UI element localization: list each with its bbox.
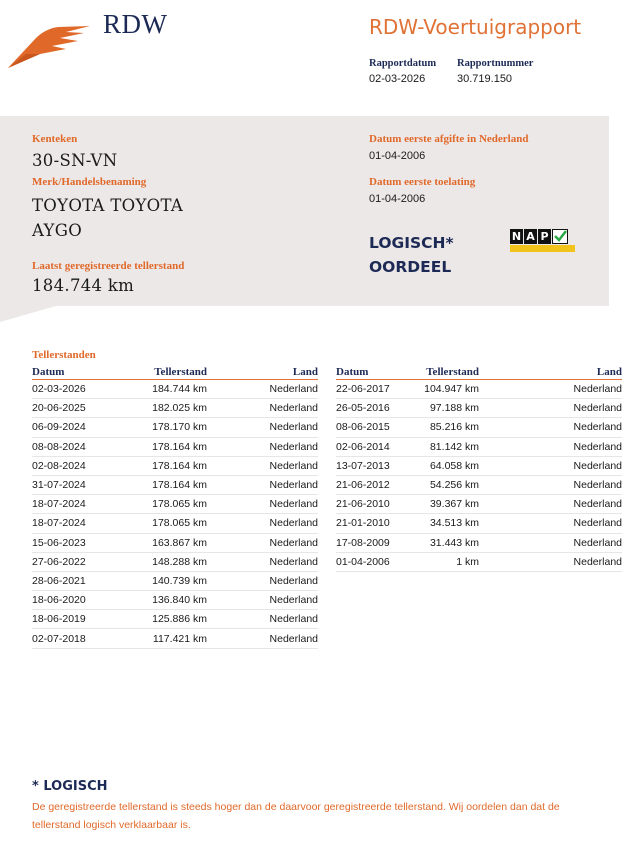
row-km: 140.739 km [112, 571, 207, 590]
rdw-logo-icon [6, 24, 90, 70]
table-row [336, 380, 622, 399]
row-country: Nederland [207, 380, 318, 399]
odometer-value: 184.744 km [32, 276, 135, 295]
table-row [32, 456, 318, 475]
row-date: 21-06-2012 [336, 475, 416, 494]
row-country: Nederland [479, 514, 622, 533]
row-km: 97.188 km [416, 399, 479, 418]
row-country: Nederland [479, 475, 622, 494]
row-date: 21-06-2010 [336, 495, 416, 514]
make-label: Merk/Handelsbenaming [32, 176, 147, 188]
row-km: 39.367 km [416, 495, 479, 514]
table-row [32, 571, 318, 590]
footnote-title: * LOGISCH [32, 779, 108, 794]
row-km: 81.142 km [416, 437, 479, 456]
col-country: Land [207, 365, 318, 380]
plate-label: Kenteken [32, 133, 78, 145]
nap-checkmark-icon [552, 229, 568, 244]
report-date-label: Rapportdatum [369, 58, 437, 69]
verdict [369, 231, 454, 279]
table-row [336, 475, 622, 494]
odometer-table-right [336, 365, 622, 572]
row-km: 148.288 km [112, 552, 207, 571]
row-date: 02-07-2018 [32, 629, 112, 648]
row-date: 06-09-2024 [32, 418, 112, 437]
row-country: Nederland [207, 456, 318, 475]
first-admission-value: 01-04-2006 [369, 193, 426, 205]
table-row [32, 437, 318, 456]
odometer-label: Laatst geregistreerde tellerstand [32, 260, 185, 272]
table-row [336, 552, 622, 571]
row-date: 28-06-2021 [32, 571, 112, 590]
row-km: 136.840 km [112, 591, 207, 610]
row-date: 18-07-2024 [32, 495, 112, 514]
row-country: Nederland [479, 418, 622, 437]
table-row [32, 495, 318, 514]
row-date: 02-03-2026 [32, 380, 112, 399]
row-date: 02-06-2014 [336, 437, 416, 456]
first-nl-label: Datum eerste afgifte in Nederland [369, 133, 529, 145]
nap-yellow-bar [510, 245, 575, 252]
row-km: 104.947 km [416, 380, 479, 399]
table-row [32, 418, 318, 437]
row-country: Nederland [479, 437, 622, 456]
table-row [336, 399, 622, 418]
row-km: 178.170 km [112, 418, 207, 437]
row-date: 31-07-2024 [32, 475, 112, 494]
make-line2: AYGO [32, 221, 83, 240]
table-row [32, 533, 318, 552]
report-number-value: 30.719.150 [457, 73, 513, 85]
row-km: 163.867 km [112, 533, 207, 552]
vehicle-panel-notch [0, 306, 56, 322]
row-date: 18-06-2019 [32, 610, 112, 629]
verdict-line1: LOGISCH* [369, 234, 454, 252]
row-km: 31.443 km [416, 533, 479, 552]
report-title: RDW-Voertuigrapport [369, 15, 582, 39]
odometer-table-left [32, 365, 318, 649]
table-row [32, 514, 318, 533]
col-date: Datum [32, 365, 112, 380]
row-country: Nederland [479, 552, 622, 571]
row-country: Nederland [207, 418, 318, 437]
row-country: Nederland [207, 399, 318, 418]
row-country: Nederland [479, 399, 622, 418]
row-country: Nederland [207, 552, 318, 571]
row-km: 125.886 km [112, 610, 207, 629]
col-date: Datum [336, 365, 416, 380]
row-date: 08-08-2024 [32, 437, 112, 456]
report-date-value: 02-03-2026 [369, 73, 426, 85]
col-km: Tellerstand [112, 365, 207, 380]
row-date: 13-07-2013 [336, 456, 416, 475]
row-date: 21-01-2010 [336, 514, 416, 533]
row-date: 08-06-2015 [336, 418, 416, 437]
row-km: 184.744 km [112, 380, 207, 399]
table-row [32, 552, 318, 571]
row-country: Nederland [479, 380, 622, 399]
row-date: 18-06-2020 [32, 591, 112, 610]
table-row [336, 437, 622, 456]
table-row [336, 456, 622, 475]
make-line1: TOYOTA TOYOTA [32, 196, 184, 215]
row-km: 178.065 km [112, 495, 207, 514]
row-country: Nederland [479, 533, 622, 552]
row-date: 22-06-2017 [336, 380, 416, 399]
nap-letter-a: A [524, 229, 537, 244]
table-row [336, 514, 622, 533]
table-row [336, 533, 622, 552]
row-country: Nederland [207, 495, 318, 514]
footnote-text: De geregistreerde tellerstand is steeds hoger dan de daarvoor geregistreerde tellerstand. Wij oordelen dan dat de tellerstand logisch verklaarbaar is. [32, 801, 560, 831]
row-date: 15-06-2023 [32, 533, 112, 552]
row-date: 18-07-2024 [32, 514, 112, 533]
row-country: Nederland [207, 475, 318, 494]
row-country: Nederland [207, 629, 318, 648]
verdict-line2: OORDEEL [369, 258, 452, 276]
row-date: 20-06-2025 [32, 399, 112, 418]
odometer-section-title: Tellerstanden [32, 349, 96, 361]
plate-value: 30-SN-VN [32, 151, 118, 170]
nap-badge [510, 229, 576, 253]
first-admission-label: Datum eerste toelating [369, 176, 476, 188]
row-km: 117.421 km [112, 629, 207, 648]
nap-letter-n: N [511, 230, 522, 243]
table-row [336, 418, 622, 437]
report-number-label: Rapportnummer [457, 58, 534, 69]
row-km: 85.216 km [416, 418, 479, 437]
row-km: 182.025 km [112, 399, 207, 418]
row-date: 27-06-2022 [32, 552, 112, 571]
row-date: 17-08-2009 [336, 533, 416, 552]
row-country: Nederland [207, 533, 318, 552]
table-row [32, 629, 318, 648]
row-country: Nederland [479, 495, 622, 514]
table-row [32, 380, 318, 399]
row-km: 64.058 km [416, 456, 479, 475]
table-row [32, 475, 318, 494]
col-km: Tellerstand [416, 365, 479, 380]
row-country: Nederland [207, 610, 318, 629]
table-row [32, 610, 318, 629]
row-km: 178.164 km [112, 437, 207, 456]
row-km: 178.164 km [112, 475, 207, 494]
row-date: 26-05-2016 [336, 399, 416, 418]
table-row [336, 495, 622, 514]
row-date: 02-08-2024 [32, 456, 112, 475]
row-country: Nederland [479, 456, 622, 475]
table-row [32, 591, 318, 610]
row-km: 34.513 km [416, 514, 479, 533]
row-km: 178.164 km [112, 456, 207, 475]
row-country: Nederland [207, 571, 318, 590]
logo-text: RDW [103, 9, 168, 39]
row-country: Nederland [207, 514, 318, 533]
first-nl-value: 01-04-2006 [369, 150, 426, 162]
row-date: 01-04-2006 [336, 552, 416, 571]
col-country: Land [479, 365, 622, 380]
table-row [32, 399, 318, 418]
row-km: 54.256 km [416, 475, 479, 494]
row-country: Nederland [207, 437, 318, 456]
row-km: 178.065 km [112, 514, 207, 533]
row-country: Nederland [207, 591, 318, 610]
nap-letter-p: P [538, 229, 551, 244]
row-km: 1 km [416, 552, 479, 571]
